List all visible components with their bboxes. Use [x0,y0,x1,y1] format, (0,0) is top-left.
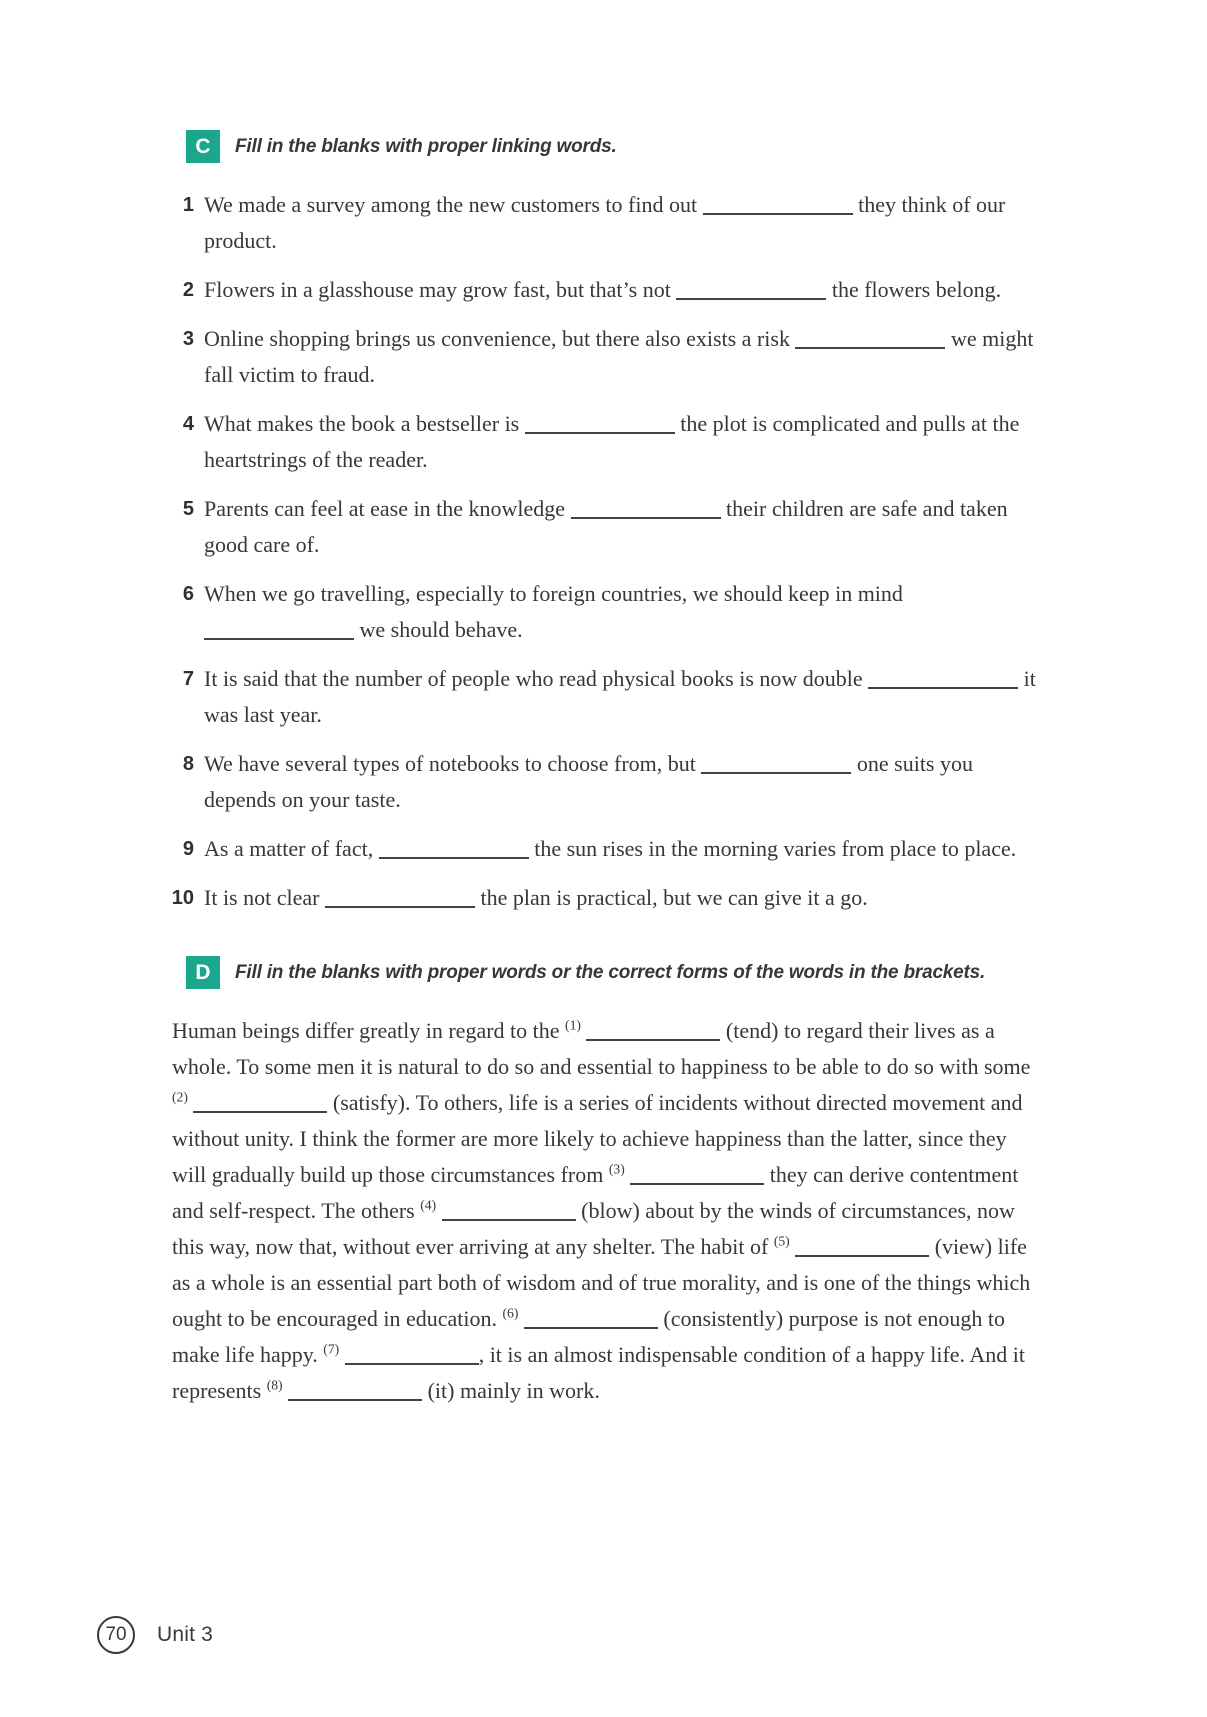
fill-in-blank[interactable] [204,620,354,640]
exercise-item-3 [170,321,1038,393]
item-text [204,880,1038,916]
text-run: It is not clear [204,885,320,910]
item-number: 10 [171,887,194,909]
text-run: (it) mainly in work. [427,1378,600,1403]
item-number: 9 [182,838,194,860]
item-text [204,746,1038,818]
text-run: , it is an almost indispensable condition of a happy life. And it represents [172,1342,1025,1403]
item-number: 3 [182,328,194,350]
text-run: it was last year. [204,666,1036,727]
fill-in-blank[interactable] [795,329,945,349]
text-run: When we go travelling, especially to foreign countries, we should keep in mind [204,581,903,606]
fill-in-blank[interactable] [571,499,721,519]
fill-in-blank[interactable] [703,195,853,215]
section-c-items [170,187,1038,916]
exercise-item-1 [170,187,1038,259]
text-run: We have several types of notebooks to choose from, but [204,751,696,776]
fill-in-blank[interactable] [288,1381,422,1401]
fill-in-blank[interactable] [630,1165,764,1185]
item-text [204,491,1038,563]
item-text [204,406,1038,478]
section-c-badge: C [186,130,220,163]
blank-number-label: (8) [266,1377,283,1393]
exercise-item-6 [170,576,1038,648]
fill-in-blank[interactable] [379,839,529,859]
fill-in-blank[interactable] [325,888,475,908]
text-run: Parents can feel at ease in the knowledge [204,496,566,521]
item-number: 8 [182,753,194,775]
text-run: we might fall victim to fraud. [204,326,1034,387]
item-number: 6 [182,583,194,605]
text-run: the flowers belong. [831,277,1002,302]
blank-number-label: (2) [172,1089,188,1105]
item-number: 2 [182,279,194,301]
blank-number-label: (7) [323,1341,340,1357]
exercise-item-7 [170,661,1038,733]
fill-in-blank[interactable] [193,1093,327,1113]
item-text [204,661,1038,733]
item-text [204,272,1038,308]
text-run: the plan is practical, but we can give it a go. [480,885,868,910]
text-run: the plot is complicated and pulls at the heartstrings of the reader. [204,411,1020,472]
item-number: 7 [182,668,194,690]
text-run: they can derive contentment and self-respect. The others [172,1162,1019,1223]
text-run: we should behave. [359,617,523,642]
text-run: (tend) to regard their lives as a whole. To some men it is natural to do so and essential to happiness to be able to do so with some [172,1018,1031,1079]
fill-in-blank[interactable] [586,1021,720,1041]
text-run: (view) life as a whole is an essential part both of wisdom and of true morality, and is one of the things which ought to be encouraged in education. [172,1234,1031,1331]
page-number-badge [97,1616,135,1654]
fill-in-blank[interactable] [701,754,851,774]
blank-number-label: (5) [773,1233,790,1249]
page-footer [97,1616,213,1654]
blank-number-label: (1) [565,1017,581,1033]
fill-in-blank[interactable] [795,1237,929,1257]
text-run: We made a survey among the new customers to find out [204,192,698,217]
section-c-header [186,130,1038,163]
section-d-passage [172,1013,1038,1409]
text-run: Human beings differ greatly in regard to the [172,1018,560,1043]
section-d-header [186,956,1038,989]
section-d-badge: D [186,956,220,989]
fill-in-blank[interactable] [345,1345,479,1365]
item-text [204,187,1038,259]
text-run: What makes the book a bestseller is [204,411,520,436]
item-number: 4 [182,413,194,435]
fill-in-blank[interactable] [868,669,1018,689]
text-run: they think of our product. [204,192,1006,253]
fill-in-blank[interactable] [442,1201,576,1221]
blank-number-label: (4) [420,1197,437,1213]
item-number: 5 [182,498,194,520]
text-run: (satisfy). To others, life is a series of incidents without directed movement and without unity. I think the former are more likely to achieve happiness than the latter, since they will gradually build up those circumstances from [172,1090,1023,1187]
item-text [204,321,1038,393]
exercise-item-2 [170,272,1038,308]
unit-label: Unit 3 [157,1623,214,1646]
exercise-item-9 [170,831,1038,867]
section-d-title: Fill in the blanks with proper words or the correct forms of the words in the brackets. [235,961,986,983]
section-c-title: Fill in the blanks with proper linking words. [235,135,617,157]
section-c [170,130,1038,916]
exercise-item-8 [170,746,1038,818]
text-run: (consistently) purpose is not enough to make life happy. [172,1306,1005,1367]
item-text [204,831,1038,867]
fill-in-blank[interactable] [524,1309,658,1329]
text-run: Flowers in a glasshouse may grow fast, but that’s not [204,277,671,302]
text-run: As a matter of fact, [204,836,374,861]
page-number: 70 [105,1624,127,1645]
fill-in-blank[interactable] [525,414,675,434]
page-content [170,130,1038,1409]
fill-in-blank[interactable] [676,280,826,300]
text-run: (blow) about by the winds of circumstances, now this way, now that, without ever arriving at any shelter. The habit of [172,1198,1015,1259]
text-run: the sun rises in the morning varies from place to place. [534,836,1017,861]
text-run: Online shopping brings us convenience, but there also exists a risk [204,326,790,351]
section-d [170,956,1038,1409]
blank-number-label: (6) [502,1305,519,1321]
blank-number-label: (3) [608,1161,625,1177]
text-run: one suits you depends on your taste. [204,751,973,812]
text-run: It is said that the number of people who read physical books is now double [204,666,863,691]
exercise-item-5 [170,491,1038,563]
item-number: 1 [182,194,194,216]
exercise-item-4 [170,406,1038,478]
text-run: their children are safe and taken good care of. [204,496,1008,557]
item-text [204,576,1038,648]
exercise-item-10 [170,880,1038,916]
